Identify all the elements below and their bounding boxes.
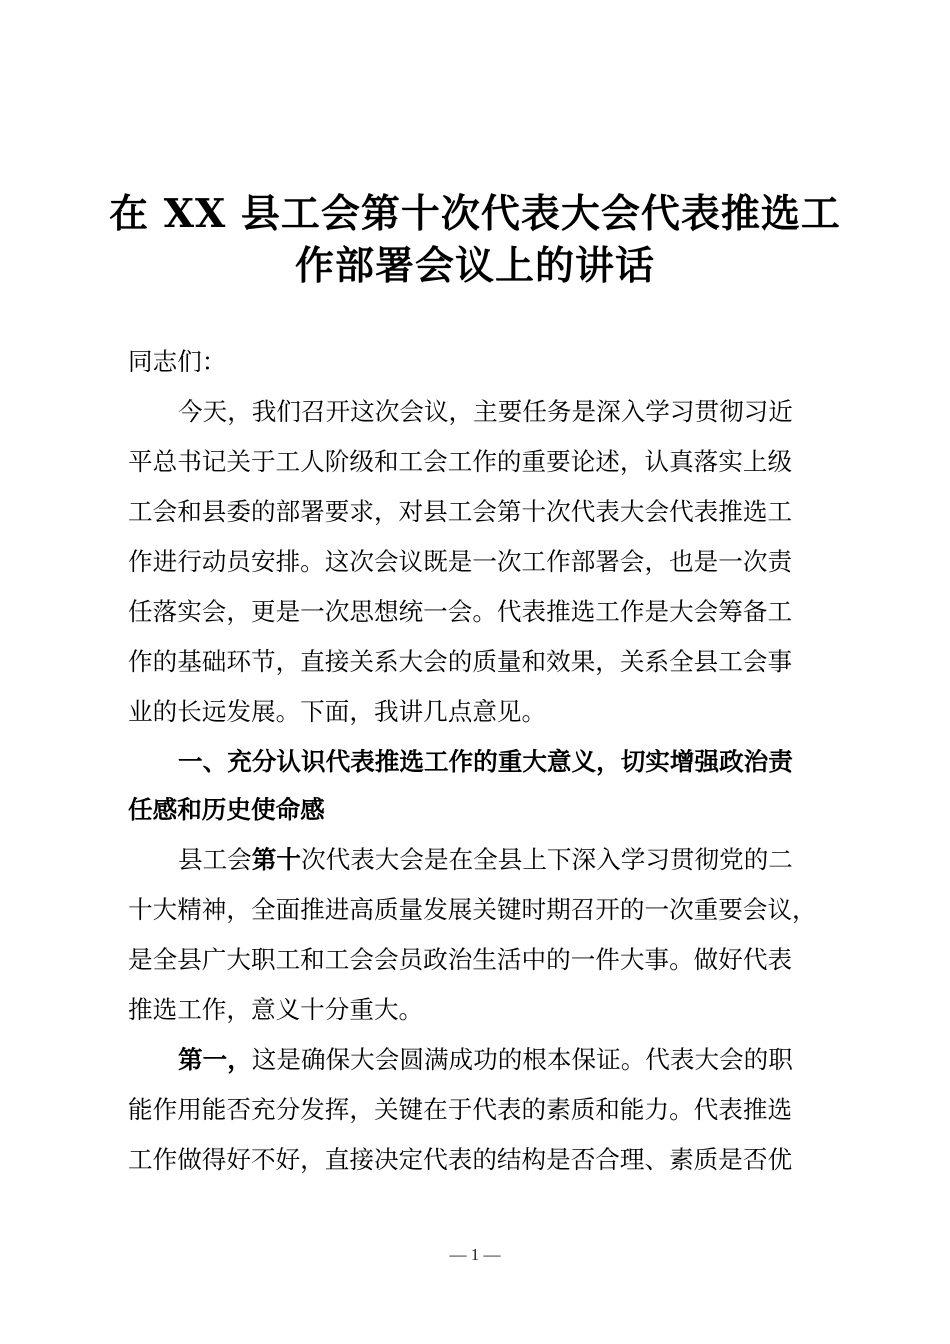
text-line: 是全县广大职工和工会会员政治生活中的一件大事。做好代表 — [128, 945, 793, 974]
text-line: 能作用能否充分发挥，关键在于代表的素质和能力。代表推选 — [128, 1095, 793, 1124]
text-line: 工会和县委的部署要求，对县工会第十次代表大会代表推选工 — [128, 497, 793, 526]
document-title-line-1: 在 XX 县工会第十次代表大会代表推选工 — [109, 191, 841, 237]
text-line: 推选工作，意义十分重大。 — [128, 995, 424, 1024]
salutation: 同志们： — [128, 347, 227, 376]
text-line: 十大精神，全面推进高质量发展关键时期召开的一次重要会议， — [128, 895, 817, 924]
text-line: 工作做得好不好，直接决定代表的结构是否合理、素质是否优 — [128, 1145, 793, 1174]
text-line: 业的长远发展。下面，我讲几点意见。 — [128, 697, 547, 726]
page-number: — 1 — — [449, 1245, 501, 1264]
bold-text: 第一， — [178, 1045, 252, 1074]
document-title-line-2: 作部署会议上的讲话 — [294, 243, 655, 289]
text-line — [178, 845, 878, 875]
text-line: 作进行动员安排。这次会议既是一次工作部署会，也是一次责 — [128, 547, 793, 576]
text-span: 这是确保大会圆满成功的根本保证。代表大会的职 — [251, 1045, 793, 1074]
text-line: 作的基础环节，直接关系大会的质量和效果，关系全县工会事 — [128, 647, 793, 676]
text-line — [178, 1045, 878, 1075]
text-line: 今天，我们召开这次会议，主要任务是深入学习贯彻习近 — [178, 397, 793, 426]
text-span: 县工会 — [178, 845, 252, 874]
text-span: 次代表大会是在全县上下深入学习贯彻党的二 — [301, 845, 793, 874]
heading-line: 一、充分认识代表推选工作的重大意义，切实增强政治责 — [178, 747, 793, 776]
heading-line: 任感和历史使命感 — [128, 795, 325, 824]
bold-text: 第十 — [251, 845, 301, 874]
text-line: 任落实会，更是一次思想统一会。代表推选工作是大会筹备工 — [128, 597, 793, 626]
text-line: 平总书记关于工人阶级和工会工作的重要论述，认真落实上级 — [128, 447, 793, 476]
